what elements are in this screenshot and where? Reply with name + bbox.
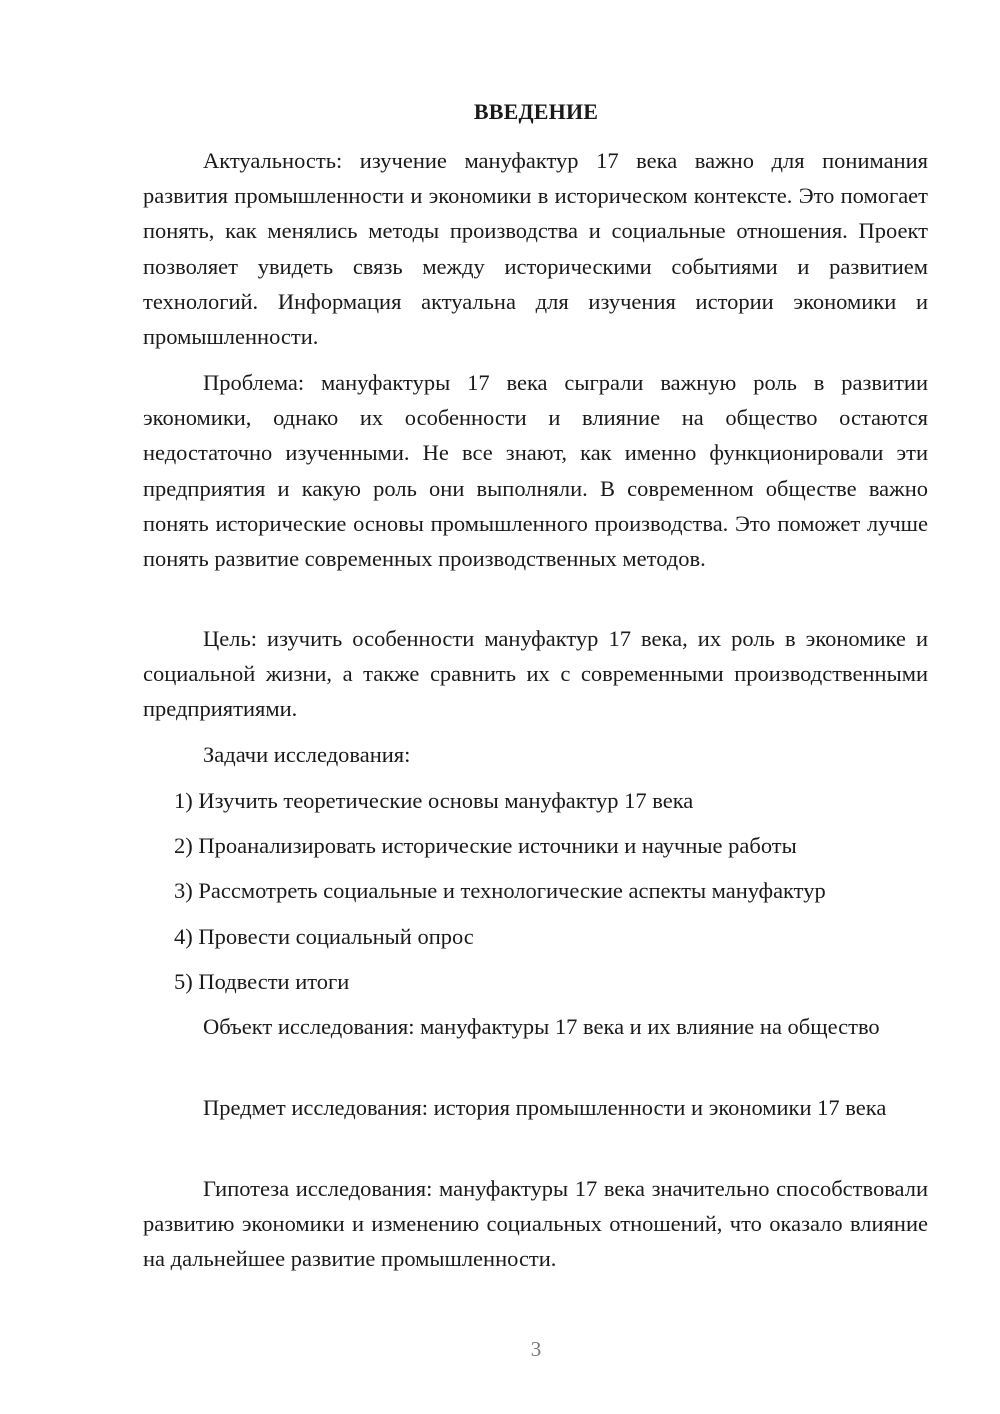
goal-paragraph: Цель: изучить особенности мануфактур 17 века, их роль в экономике и социальной жизни, а также сравнить их с современными производственными предприятиями.: [143, 626, 928, 722]
page-number: 3: [530, 1337, 542, 1361]
task-item-2: 2) Проанализировать исторические источники и научные работы: [174, 833, 797, 858]
section-title: ВВЕДЕНИЕ: [473, 99, 599, 124]
subject-paragraph: Предмет исследования: история промышленности и экономики 17 века: [203, 1095, 887, 1120]
task-item-5: 5) Подвести итоги: [174, 969, 350, 994]
problem-paragraph: Проблема: мануфактуры 17 века сыграли важную роль в развитии экономики, однако их особенности и влияние на общество остаются недостаточно изученными. Не все знают, как именно функционировали эти предприятия и какую роль они выполняли. В современном обществе важно понять исторические основы промышленного производства. Это поможет лучше понять развитие современных производственных методов.: [143, 370, 928, 572]
task-item-1: 1) Изучить теоретические основы мануфактур 17 века: [174, 788, 694, 813]
task-item-3: 3) Рассмотреть социальные и технологические аспекты мануфактур: [174, 878, 826, 903]
tasks-heading: Задачи исследования:: [203, 742, 411, 767]
hypothesis-paragraph: Гипотеза исследования: мануфактуры 17 века значительно способствовали развитию экономики и изменению социальных отношений, что оказало влияние на дальнейшее развитие промышленности.: [143, 1176, 928, 1272]
task-item-4: 4) Провести социальный опрос: [174, 924, 474, 949]
object-paragraph: Объект исследования: мануфактуры 17 века и их влияние на общество: [203, 1014, 880, 1039]
relevance-paragraph: Актуальность: изучение мануфактур 17 века важно для понимания развития промышленности и экономики в историческом контексте. Это помогает понять, как менялись методы производства и социальные отношения. Проект позволяет увидеть связь между историческими событиями и развитием технологий. Информация актуальна для изучения истории экономики и промышленности.: [143, 148, 928, 350]
